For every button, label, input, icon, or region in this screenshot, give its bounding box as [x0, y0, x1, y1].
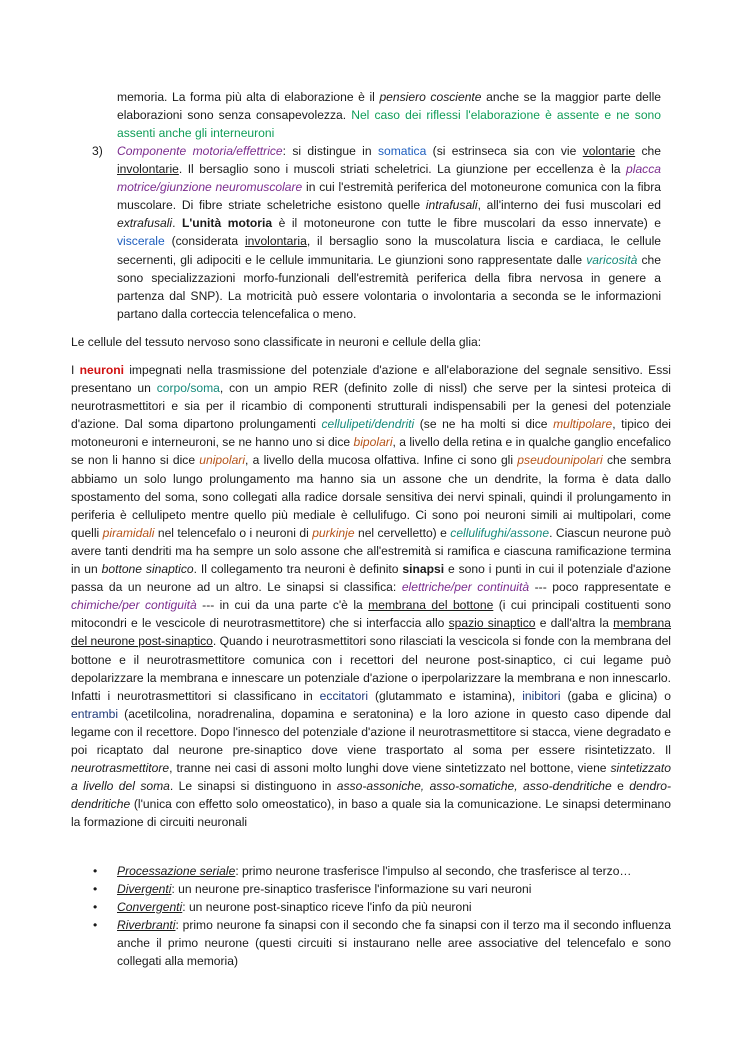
bullet-icon: • — [93, 882, 98, 897]
memory-paragraph — [117, 88, 661, 142]
term-chimiche: chimiche/per contiguità — [71, 598, 197, 613]
term-viscerale: viscerale — [117, 234, 165, 249]
text-run: I — [71, 363, 80, 377]
text-run: (l'unica con effetto solo omeostatico), in baso a quale sia la comunicazione. Le sinapsi determinano la formazione di circuiti neuronali — [71, 797, 671, 830]
term-bipolari: bipolari — [353, 435, 393, 450]
text-run: , tipico dei motoneuroni e interneuroni, se ne hanno uno si dice — [71, 417, 671, 450]
text-run: nel telencefalo o i neuroni di — [154, 525, 313, 540]
term-convergenti: Convergenti — [117, 900, 183, 915]
text-run: , a livello della retina e in qualche ganglio encefalico se non li hanno si dice — [71, 435, 671, 468]
term-membrana-bottone: membrana del bottone — [368, 598, 494, 613]
list-item — [71, 880, 671, 898]
term-pensiero-cosciente: pensiero cosciente — [379, 90, 482, 104]
list-number-3: 3) — [92, 144, 103, 158]
term-componente-motoria: Componente motoria/effettrice — [117, 144, 283, 158]
term-piramidali: piramidali — [102, 525, 155, 540]
term-membrana-post-sinaptico: membrana del neurone post-sinaptico — [71, 616, 671, 649]
text-run: impegnati nella trasmissione del potenziale d'azione e all'elaborazione del segnale sensitivo. Essi presentano un — [71, 363, 671, 396]
motor-component-paragraph — [117, 142, 661, 323]
term-neuroni: neuroni — [79, 363, 124, 377]
term-inibitori: inibitori — [522, 688, 561, 703]
text-run: : si distingue in — [282, 144, 378, 158]
term-varicosita: varicosità — [586, 252, 638, 267]
list-item-text: : primo neurone trasferisce l'impulso al secondo, che trasferisce al terzo… — [235, 864, 632, 878]
term-purkinje: purkinje — [312, 525, 355, 540]
text-run: in cui l'estremità periferica del motoneurone comunica con la fibra muscolare. Di fibre striate scheletriche esistono quelle — [117, 180, 661, 213]
text-run: , a livello della mucosa olfattiva. Infine ci sono gli — [245, 453, 518, 468]
term-riverbranti: Riverbranti — [117, 918, 176, 933]
term-assone: cellulifughi/assone — [450, 525, 550, 540]
text-run: (se ne ha molti si dice — [414, 417, 554, 432]
text-run: e sono i punti in cui il potenziale d'azione passa da un neurone ad un altro. Le sinapsi si classifica: — [71, 562, 671, 595]
cells-intro-paragraph: Le cellule del tessuto nervoso sono classificate in neuroni e cellule della glia: — [71, 335, 482, 349]
term-intrafusali: intrafusali — [425, 198, 478, 213]
text-run: . — [172, 216, 183, 231]
text-run: che — [635, 144, 661, 158]
bullet-icon: • — [93, 864, 98, 878]
text-run: , con un ampio RER (definito zolle di nissl) che serve per la sintesi proteica di neurotrasmettitori e sia per il ricambio di componenti strutturali indispensabili per la genesi del potenziale d'azione. Dal soma dipartono prolungamenti — [71, 381, 671, 432]
text-run: . Le sinapsi si distinguono in — [169, 779, 337, 794]
text-run: memoria. La forma più alta di elaborazione è il — [117, 90, 380, 104]
list-item — [71, 862, 671, 880]
term-neurotrasmettitore: neurotrasmettitore — [71, 761, 170, 776]
text-run: --- in cui da una parte c'è la — [196, 598, 369, 613]
text-run: (gaba e glicina) o — [560, 688, 671, 703]
term-extrafusali: extrafusali — [117, 216, 173, 231]
text-run: (considerata — [164, 234, 245, 249]
term-unita-motoria: L'unità motoria — [182, 216, 273, 231]
term-entrambi: entrambi — [71, 706, 119, 721]
circuit-list — [71, 862, 671, 971]
list-item-text: : un neurone post-sinaptico riceve l'info da più neuroni — [182, 900, 472, 915]
term-involontarie: involontarie — [117, 162, 179, 177]
bullet-icon: • — [93, 900, 98, 915]
term-unipolari: unipolari — [199, 453, 246, 468]
list-item — [71, 916, 671, 970]
term-sintetizzato-soma: sintetizzato a livello del soma — [71, 761, 671, 794]
term-volontarie: volontarie — [582, 144, 636, 158]
text-run: nel cervelletto) e — [354, 525, 451, 540]
term-corpo-soma: corpo/soma — [156, 381, 220, 396]
term-elettriche: elettriche/per continuità — [401, 580, 530, 595]
term-sinapsi-types: asso-assoniche, asso-somatiche, asso-dendritiche — [336, 779, 612, 794]
list-item — [71, 898, 671, 916]
text-run: e dall'altra la — [535, 616, 614, 631]
term-bottone-sinaptico: bottone sinaptico — [101, 562, 194, 577]
text-run: --- poco rappresentate e — [529, 580, 672, 595]
text-run: (i cui principali costituenti sono mitocondri e le vescicole di neurotrasmettitore) che si interfaccia allo — [71, 598, 671, 631]
text-run: , il bersaglio sono la muscolatura liscia e cardiaca, le cellule secernenti, gli adipociti e le cellule immunitaria. Le giunzioni sono rappresentate dalle — [117, 234, 661, 267]
term-sinapsi: sinapsi — [402, 562, 445, 577]
reflex-note: Nel caso dei riflessi l'elaborazione è assente e ne sono assenti anche gli interneuroni — [117, 108, 661, 141]
term-multipolare: multipolare — [553, 417, 613, 432]
text-run: . Il collegamento tra neuroni è definito — [193, 562, 403, 577]
text-run: che sono specializzazioni morfo-funzionali dell'estremità periferica della fibra nervosa in genere a partenza dal SNP). La motricità può essere volontaria o involontaria a seconda se le informazioni partano dalla corteccia telencefalica o meno. — [117, 252, 661, 321]
term-dendro-dendritiche: dendro-dendritiche — [71, 779, 671, 812]
term-placca-motrice: placca motrice/giunzione neuromuscolare — [117, 162, 661, 195]
term-processazione-seriale: Processazione seriale — [117, 864, 236, 878]
bullet-icon: • — [93, 918, 98, 933]
term-dendriti: cellulipeti/dendriti — [321, 417, 415, 432]
term-spazio-sinaptico: spazio sinaptico — [448, 616, 536, 631]
text-run: e — [611, 779, 630, 794]
term-pseudounipolari: pseudounipolari — [517, 453, 603, 468]
text-run: (si estrinseca sia con vie — [426, 144, 583, 158]
term-eccitatori: eccitatori — [319, 688, 369, 703]
text-run: . Il bersaglio sono i muscoli striati scheletrici. La giunzione per eccellenza è la — [178, 162, 627, 177]
text-run: anche se la maggior parte delle elaborazioni sono senza consapevolezza. — [117, 90, 661, 123]
list-item-text: : primo neurone fa sinapsi con il secondo che fa sinapsi con il terzo ma il secondo influenza anche il primo neurone (questi circuiti si instaurano nelle aree associative del telencefalo e sono collegati alla memoria) — [117, 918, 671, 969]
text-run: che sembra abbiamo un solo lungo prolungamento ma hanno sia un assone che un dendrite, la forma è data dallo spostamento del soma, sono collegati alla radice dorsale sensitiva dei nervi spinali, quindi il prolungamento in periferia è cellulipeto mentre quello più mediale è cellulifugo. Ci sono poi neuroni simili ai multipolari, come quelli — [71, 453, 672, 540]
text-run: (acetilcolina, noradrenalina, dopamina e seratonina) e la loro azione in questo caso dipende dal legame con il recettore. Dopo l'innesco del potenziale d'azione il neurotrasmettitore si stacca, viene degradato e poi ricaptato dal neurone pre-sinaptico dove viene trasportato al soma per essere risintetizzato. Il — [71, 706, 671, 757]
term-involontaria: involontaria — [244, 234, 307, 249]
term-somatica: somatica — [377, 144, 427, 158]
text-run: , all'interno dei fusi muscolari ed — [477, 198, 661, 213]
text-run: . Ciascun neurone può avere tanti dendriti ma ha sempre un solo assone che all'estremità si ramifica e ciascuna ramificazione termina in un — [71, 525, 671, 577]
neuroni-paragraph — [71, 361, 671, 831]
list-item-text: : un neurone pre-sinaptico trasferisce l'informazione su vari neuroni — [171, 882, 532, 897]
text-run: , tranne nei casi di assoni molto lunghi dove viene sintetizzato nel bottone, viene — [169, 761, 611, 776]
term-divergenti: Divergenti — [117, 882, 172, 897]
text-run: è il motoneurone con tutte le fibre muscolari da esso innervate) e — [272, 216, 661, 231]
text-run: (glutammato e istamina), — [368, 688, 523, 703]
text-run: . Quando i neurotrasmettitori sono rilasciati la vescicola si fonde con la membrana del bottone e il neurotrasmettitore comunica con i recettori del neurone post-sinaptico, ci cui legame può depolarizzare la membrana e innescare un potenziale d'azione o iperpolarizzare la membrana e non innescarlo. Infatti i neurotrasmettitori si classificano in — [71, 634, 671, 703]
